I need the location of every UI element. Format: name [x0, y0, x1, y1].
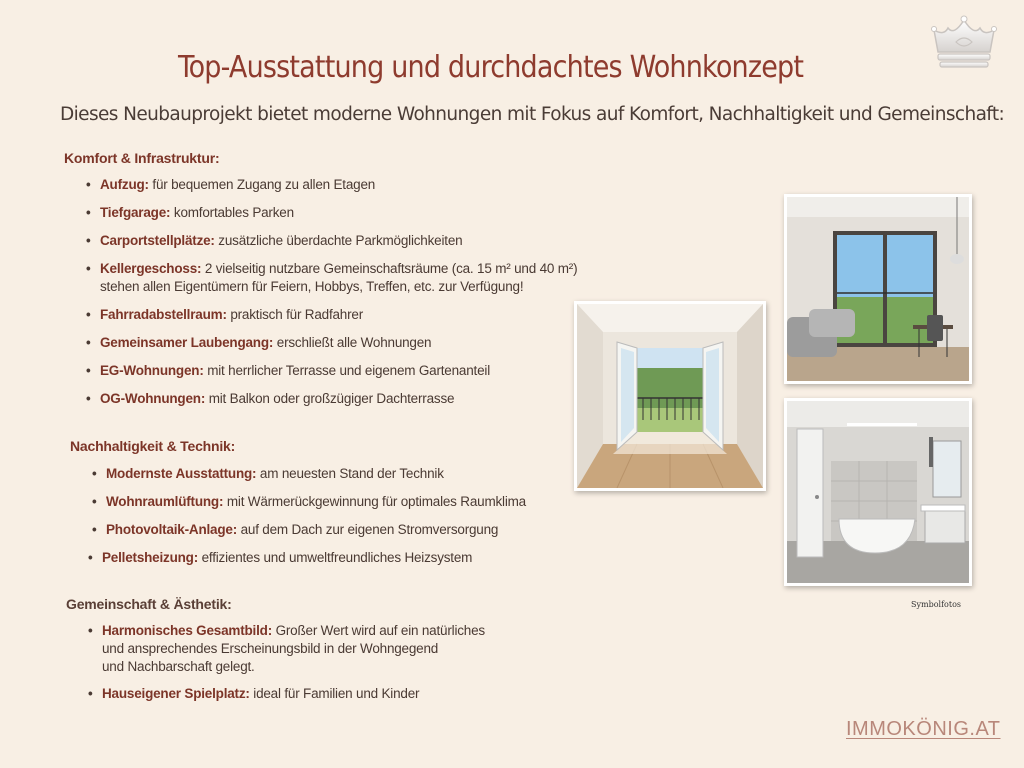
item-label: OG-Wohnungen:	[100, 391, 206, 406]
item-label: Kellergeschoss:	[100, 261, 202, 276]
list-item	[86, 260, 577, 296]
item-text: mit Balkon oder großzügiger Dachterrasse	[208, 391, 455, 406]
item-text: Großer Wert wird auf ein natürliches	[275, 623, 485, 638]
item-label: Fahrradabstellraum:	[100, 307, 227, 322]
photo-bathroom	[784, 398, 972, 586]
list-item	[86, 334, 577, 352]
item-text: erschließt alle Wohnungen	[276, 335, 432, 350]
list-item	[86, 306, 577, 324]
item-text: ideal für Familien und Kinder	[253, 686, 420, 701]
list-item	[88, 549, 526, 567]
item-text-continued: stehen allen Eigentümern für Feiern, Hobbys, Treffen, etc. zur Verfügung!	[100, 279, 524, 294]
komfort-list	[86, 176, 577, 408]
item-text: auf dem Dach zur eigenen Stromversorgung	[240, 522, 499, 537]
section-heading-gemeinschaft: Gemeinschaft & Ästhetik:	[66, 596, 232, 612]
item-text: mit Wärmerückgewinnung für optimales Raumklima	[226, 494, 526, 509]
brand-link[interactable]: IMMOKÖNIG.AT	[846, 718, 1001, 740]
item-label: Photovoltaik-Anlage:	[106, 522, 238, 537]
item-label: Pelletsheizung:	[102, 550, 199, 565]
item-label: Hauseigener Spielplatz:	[102, 686, 250, 701]
item-label: Modernste Ausstattung:	[106, 466, 257, 481]
item-text: mit herrlicher Terrasse und eigenem Gartenanteil	[207, 363, 490, 378]
item-label: EG-Wohnungen:	[100, 363, 204, 378]
crown-icon	[930, 12, 998, 72]
section-heading-komfort: Komfort & Infrastruktur:	[64, 150, 220, 166]
item-label: Tiefgarage:	[100, 205, 171, 220]
item-text: praktisch für Radfahrer	[230, 307, 364, 322]
item-label: Aufzug:	[100, 177, 149, 192]
item-text: für bequemen Zugang zu allen Etagen	[152, 177, 376, 192]
nachhaltigkeit-list	[92, 465, 526, 567]
item-text: komfortables Parken	[173, 205, 294, 220]
section-heading-nachhaltigkeit: Nachhaltigkeit & Technik:	[70, 438, 236, 454]
photo-caption: Symbolfotos	[911, 600, 961, 609]
page-subtitle: Dieses Neubauprojekt bietet moderne Wohnungen mit Fokus auf Komfort, Nachhaltigkeit und Gemeinschaft:	[60, 104, 1005, 125]
page-title: Top-Ausstattung und durchdachtes Wohnkonzept	[178, 50, 804, 85]
photo-balcony-door	[574, 301, 766, 491]
list-item	[92, 465, 526, 483]
item-text-continued: und ansprechendes Erscheinungsbild in der Wohngegend	[102, 641, 439, 656]
item-text: 2 vielseitig nutzbare Gemeinschaftsräume (ca. 15 m² und 40 m²)	[204, 261, 578, 276]
item-label: Carportstellplätze:	[100, 233, 215, 248]
list-item	[86, 362, 577, 380]
list-item	[92, 493, 526, 511]
list-item	[88, 685, 485, 703]
item-text-continued: und Nachbarschaft gelegt.	[102, 659, 255, 674]
item-text: effizientes und umweltfreundliches Heizsystem	[201, 550, 473, 565]
item-label: Gemeinsamer Laubengang:	[100, 335, 274, 350]
item-text: zusätzliche überdachte Parkmöglichkeiten	[218, 233, 463, 248]
item-label: Wohnraumlüftung:	[106, 494, 224, 509]
list-item	[86, 232, 577, 250]
list-item	[92, 521, 526, 539]
photo-living-room	[784, 194, 972, 384]
item-text: am neuesten Stand der Technik	[259, 466, 444, 481]
item-label: Harmonisches Gesamtbild:	[102, 623, 273, 638]
list-item	[86, 176, 577, 194]
list-item	[88, 622, 485, 676]
list-item	[86, 390, 577, 408]
gemeinschaft-list	[88, 622, 485, 703]
list-item	[86, 204, 577, 222]
